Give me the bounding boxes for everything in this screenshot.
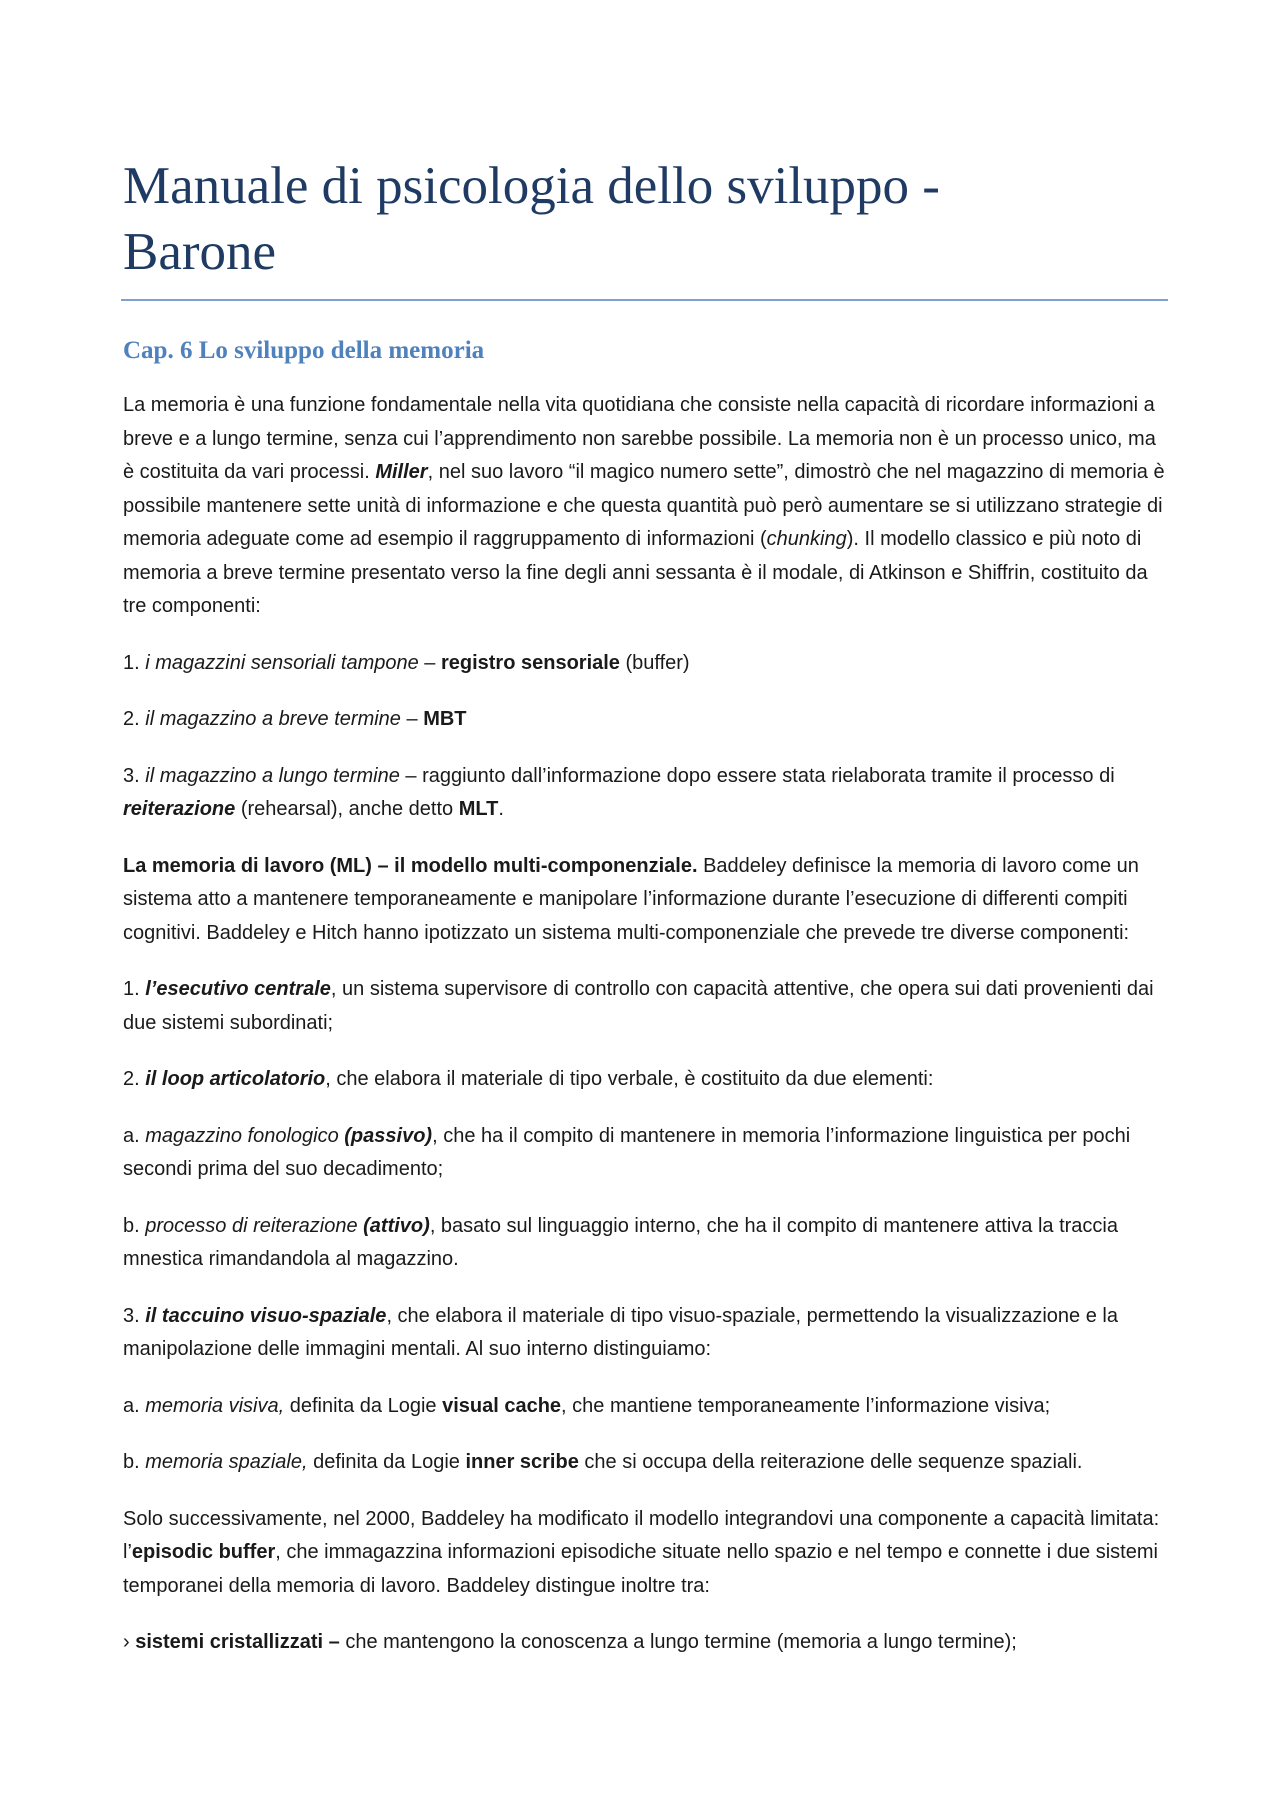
emphasis-miller: Miller: [375, 461, 428, 483]
text: (buffer): [619, 651, 690, 674]
text: , che elabora il materiale di tipo verbale, è costituito da due elementi:: [325, 1068, 934, 1090]
bold-lead: La memoria di lavoro (ML) – il modello multi-componenziale.: [123, 854, 698, 877]
text: , che elabora il materiale di tipo visuo-spaziale, permettendo la visualizzazione e la manipolazione delle immagini mentali. Al suo interno distinguiamo:: [123, 1304, 1118, 1360]
text: Solo successivamente, nel 2000, Baddeley ha modificato il modello integrandovi una componente a capacità limitata: l’: [123, 1507, 1160, 1563]
document-title: Manuale di psicologia dello sviluppo - Barone: [123, 157, 940, 281]
italic-term: processo di reiterazione: [145, 1214, 364, 1237]
emphasis-chunking: chunking: [766, 528, 847, 550]
list-number: 1.: [123, 651, 146, 674]
list-item-articulatory-loop: [123, 1063, 1168, 1097]
text: Baddeley definisce la memoria di lavoro come un sistema atto a mantenere temporaneamente e manipolare l’informazione durante l’esecuzione di differenti compiti cognitivi. Baddeley e Hitch hanno ipotizzato un sistema multi-componenziale che prevede tre diverse componenti:: [123, 854, 1139, 944]
bold-italic-term: l’esecutivo centrale: [145, 978, 331, 1000]
bullet-marker: ›: [123, 1631, 136, 1653]
bold-italic-term: il loop articolatorio: [145, 1068, 326, 1090]
text: (rehearsal), anche detto: [235, 798, 459, 820]
list-item-long-term: [123, 760, 1168, 827]
sub-item-visual-memory: [123, 1390, 1168, 1424]
list-number: 3.: [123, 1304, 146, 1327]
bold-term: inner scribe: [465, 1451, 579, 1473]
bold-term: episodic buffer: [131, 1541, 276, 1563]
sub-item-spatial-memory: [123, 1446, 1168, 1480]
paragraph-working-memory: [123, 850, 1168, 951]
list-item-short-term: [123, 703, 1168, 737]
text: –: [418, 651, 441, 674]
text: ). Il modello classico e più noto di memoria a breve termine presentato verso la fine degli anni sessanta è il modale, di Atkinson e Shiffrin, costituito da tre componenti:: [123, 528, 1148, 617]
text: definita da Logie: [284, 1394, 443, 1417]
bold-term: sistemi cristallizzati –: [135, 1631, 340, 1653]
bold-term: visual cache: [442, 1394, 562, 1417]
italic-term: il magazzino a breve termine: [145, 708, 401, 730]
text: , un sistema supervisore di controllo con capacità attentive, che opera sui dati provenienti dai due sistemi subordinati;: [123, 978, 1154, 1034]
list-number: 1.: [123, 978, 146, 1000]
text: , che mantiene temporaneamente l’informazione visiva;: [561, 1394, 1051, 1417]
text: , nel suo lavoro “il magico numero sette”, dimostrò che nel magazzino di memoria è possibile mantenere sette unità di informazione e che questa quantità può però aumentare se si utilizzano strategie di memoria adeguate come ad esempio il raggruppamento di informazioni (: [123, 461, 1165, 550]
italic-term: il magazzino a lungo termine: [145, 764, 400, 787]
text: – raggiunto dall’informazione dopo essere stata rielaborata tramite il processo di: [399, 764, 1115, 787]
list-item-visuospatial-sketchpad: [123, 1300, 1168, 1367]
bold-italic-term: reiterazione: [123, 798, 236, 820]
bullet-item-crystallized-systems: [123, 1626, 1168, 1660]
bold-term: MLT: [458, 798, 499, 820]
text: , che ha il compito di mantenere in memoria l’informazione linguistica per pochi secondi prima del suo decadimento;: [123, 1124, 1131, 1180]
text: , basato sul linguaggio interno, che ha il compito di mantenere attiva la traccia mnestica rimandandola al magazzino.: [123, 1214, 1118, 1270]
text: , che immagazzina informazioni episodiche situate nello spazio e nel tempo e connette i due sistemi temporanei della memoria di lavoro. Baddeley distingue inoltre tra:: [123, 1541, 1158, 1597]
list-letter: b.: [123, 1214, 146, 1237]
italic-term: i magazzini sensoriali tampone: [145, 651, 419, 674]
bold-italic-term: il taccuino visuo-spaziale: [145, 1304, 387, 1327]
italic-term: magazzino fonologico: [145, 1124, 345, 1147]
text: definita da Logie: [307, 1451, 466, 1473]
list-number: 2.: [123, 1068, 146, 1090]
bold-italic-term: (attivo): [363, 1214, 430, 1237]
text: che si occupa della reiterazione delle sequenze spaziali.: [578, 1451, 1083, 1473]
list-item-sensory: [123, 647, 1168, 681]
italic-term: memoria spaziale,: [145, 1451, 308, 1473]
list-letter: a.: [123, 1394, 146, 1417]
title-divider: [121, 299, 1168, 301]
sub-item-rehearsal-process: [123, 1210, 1168, 1277]
list-number: 3.: [123, 764, 146, 787]
list-letter: b.: [123, 1451, 146, 1473]
bold-term: MBT: [423, 708, 467, 730]
paragraph-intro: [123, 389, 1168, 624]
bold-italic-term: (passivo): [344, 1124, 433, 1147]
list-number: 2.: [123, 708, 146, 730]
list-letter: a.: [123, 1124, 146, 1147]
paragraph-episodic-buffer: [123, 1503, 1168, 1604]
bold-term: registro sensoriale: [440, 651, 620, 674]
chapter-heading: Cap. 6 Lo sviluppo della memoria: [123, 337, 485, 364]
sub-item-phonological-store: [123, 1120, 1168, 1187]
text: La memoria è una funzione fondamentale nella vita quotidiana che consiste nella capacità di ricordare informazioni a breve e a lungo termine, senza cui l’apprendimento non sarebbe possibile. La memoria non è un processo unico, ma è costituita da vari processi.: [123, 394, 1156, 483]
text: .: [498, 798, 504, 820]
text: –: [400, 708, 424, 730]
text: che mantengono la conoscenza a lungo termine (memoria a lungo termine);: [339, 1631, 1017, 1653]
list-item-central-executive: [123, 973, 1168, 1040]
italic-term: memoria visiva,: [145, 1394, 285, 1417]
